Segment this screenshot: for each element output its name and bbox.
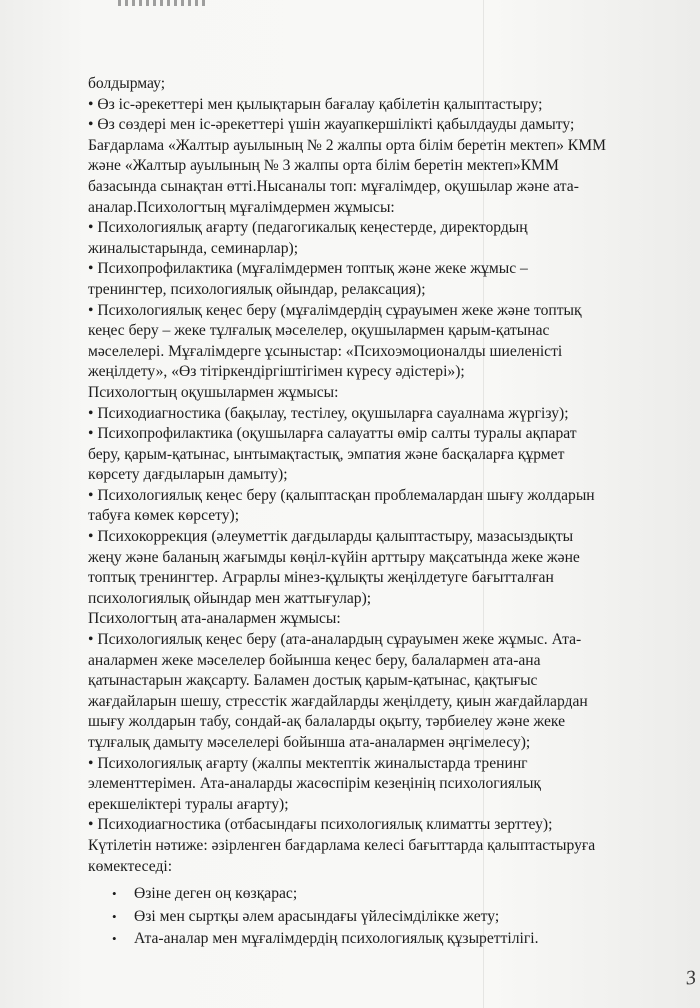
text-line: тренингтер, психологиялық ойындар, релаксация); — [88, 280, 426, 298]
text-line: Психологтың ата-аналармен жұмысы: — [88, 610, 341, 628]
list-item — [112, 883, 648, 906]
bullet-icon: • — [112, 931, 117, 947]
text-line: беру, қарым-қатынас, ынтымақтастық, эмпатия және басқаларға құрмет — [88, 445, 565, 463]
text-line: • Психокоррекция (әлеуметтік дағдыларды қалыптастыру, мазасыздықты — [88, 528, 574, 546]
text-line: • Психодиагностика (отбасындағы психологиялық климатты зерттеу); — [88, 816, 553, 834]
list-item-text: Өзі мен сыртқы әлем арасындағы үйлесімділікке жету; — [134, 907, 500, 925]
text-line: көмектеседі: — [88, 857, 173, 875]
text-line: жеңу және баланың жағымды көңіл-күйін арттыру мақсатында жеке және — [88, 548, 580, 566]
text-line: • Психологиялық кеңес беру (мұғалімдердің сұрауымен жеке және топтық — [88, 301, 582, 319]
bullet-icon: • — [112, 908, 117, 924]
text-line: элементтерімен. Ата-аналарды жасөспірім кезеңінің психологиялық — [88, 775, 542, 793]
text-line: Күтілетін нәтиже: әзірленген бағдарлама келесі бағыттарда қалыптастыруға — [88, 836, 596, 854]
text-line: табуға көмек көрсету); — [88, 507, 240, 525]
bullet-icon: • — [112, 886, 117, 902]
text-line: көрсету дағдыларын дамыту); — [88, 466, 288, 484]
scan-artifact — [118, 0, 208, 6]
text-line: ерекшеліктері туралы ағарту); — [88, 795, 289, 813]
text-line: шығу жолдарын табу, сондай-ақ балаларды оқыту, тәрбиелеу және жеке — [88, 713, 565, 731]
list-item-text: Ата-аналар мен мұғалімдердің психологиялық құзыреттілігі. — [134, 930, 539, 948]
document-body — [88, 74, 648, 951]
text-line: және «Жалтыр ауылының № 3 жалпы орта білім беретін мектеп»КММ — [88, 157, 559, 175]
text-line: жиналыстарында, семинарлар); — [88, 239, 299, 257]
text-line: • Психодиагностика (бақылау, тестілеу, оқушыларға сауалнама жүргізу); — [88, 404, 569, 422]
text-line: • Өз сөздері мен іс-әрекеттері үшін жауапкершілікті қабылдауды дамыту; — [88, 116, 575, 134]
expected-outcomes-list — [88, 883, 648, 951]
list-item — [112, 906, 648, 929]
text-line: мәселелері. Мұғалімдерге ұсыныстар: «Психоэмоционалды шиеленісті — [88, 342, 563, 360]
list-item — [112, 928, 648, 951]
text-line: қатынастарын жақсарту. Баламен достық қарым-қатынас, қақтығыс — [88, 672, 538, 690]
text-line: аналар.Психологтың мұғалімдермен жұмысы: — [88, 198, 395, 216]
text-line: жеңілдету», «Өз тітіркендіргіштігімен күресу әдістері»); — [88, 363, 465, 381]
list-item-text: Өзіне деген оң көзқарас; — [134, 885, 298, 903]
text-line: болдырмау; — [88, 75, 166, 92]
text-line: психологиялық ойындар мен жаттығулар); — [88, 589, 372, 607]
text-line: • Өз іс-әрекеттері мен қылықтарын бағалау қабілетін қалыптастыру; — [88, 95, 543, 113]
text-line: аналармен жеке мәселелер бойынша кеңес беру, балалармен ата-ана — [88, 651, 541, 669]
text-line: топтық тренингтер. Агрaрлы мінез-құлықты жеңілдетуге бағытталған — [88, 569, 554, 587]
text-line: базасында сынақтан өтті.Нысаналы топ: мұғалімдер, оқушылар және ата- — [88, 177, 579, 195]
text-line: • Психологиялық кеңес беру (қалыптасқан проблемалардан шығу жолдарын — [88, 486, 595, 504]
text-line: • Психопрофилактика (оқушыларға салауатты өмір салты туралы ақпарат — [88, 425, 577, 443]
text-line: кеңес беру – жеке тұлғалық мәселелер, оқушылармен қарым-қатынас — [88, 322, 550, 340]
text-line: Психологтың оқушылармен жұмысы: — [88, 383, 339, 401]
page-number: 3 — [684, 966, 698, 990]
text-line: • Психологиялық ағарту (жалпы мектептік жиналыстарда тренинг — [88, 754, 528, 772]
text-line: Бағдарлама «Жалтыр ауылының № 2 жалпы орта білім беретін мектеп» КММ — [88, 136, 606, 154]
text-line: • Психопрофилактика (мұғалімдермен топтық және жеке жұмыс – — [88, 260, 528, 278]
text-line: жағдайларын шешу, стресстік жағдайларды жеңілдету, қиын жағдайлардан — [88, 692, 588, 710]
text-line: тұлғалық дамыту мәселелері бойынша ата-аналармен әңгімелесу); — [88, 734, 531, 751]
text-line: • Психологиялық кеңес беру (ата-аналардың сұрауымен жеке жұмыс. Ата- — [88, 631, 582, 649]
text-line: • Психологиялық ағарту (педагогикалық кеңестерде, директордың — [88, 219, 528, 237]
